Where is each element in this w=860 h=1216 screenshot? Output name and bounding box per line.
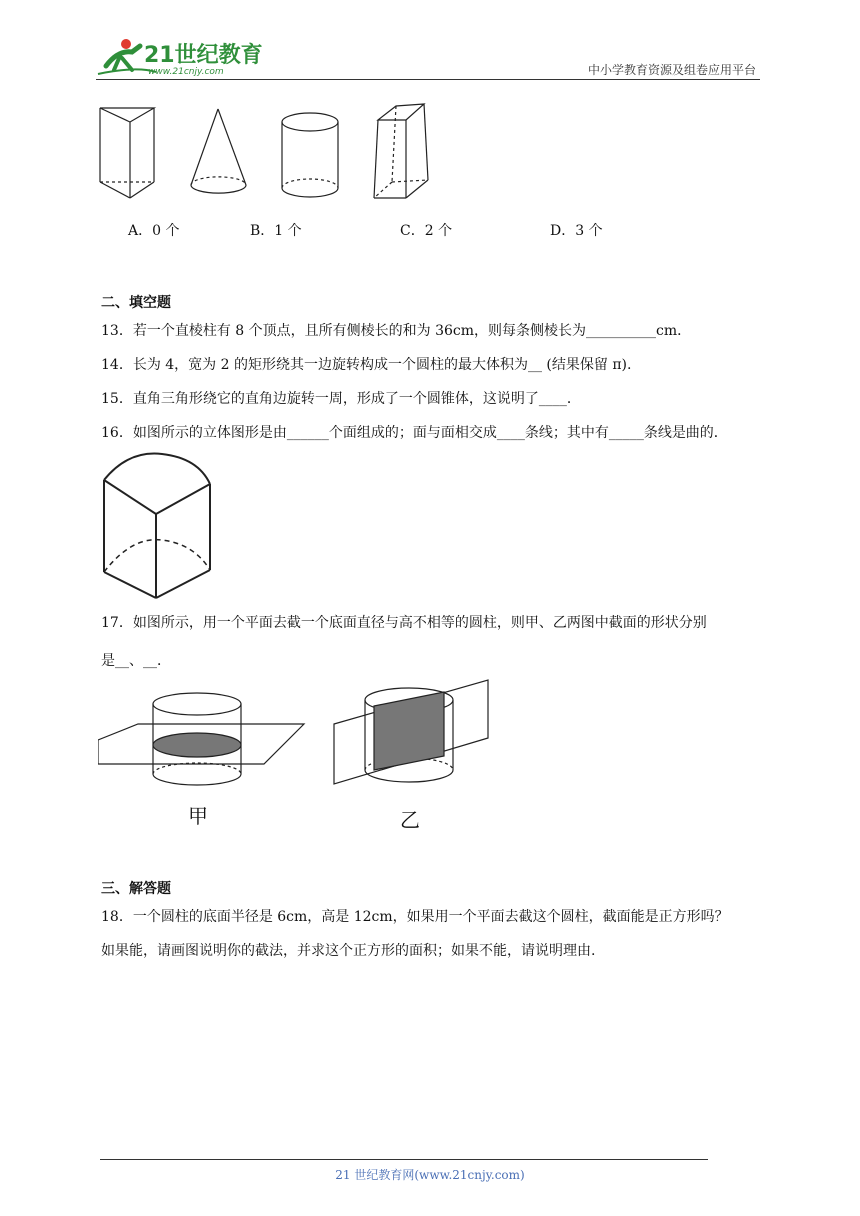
option-c: C．2 个 [400,223,453,239]
option-d: D．3 个 [550,223,603,239]
question-18-line2: 如果能，请画图说明你的截法，并求这个正方形的面积；如果不能，请说明理由. [101,943,596,959]
question-16: 16．如图所示的立体图形是由______个面组成的；面与面相交成____条线；其中有_____条线是曲的． [101,425,728,441]
svg-text:www.21cnjy.com: www.21cnjy.com [148,67,224,77]
svg-text:21世纪教育: 21世纪教育 [144,43,263,68]
question-15: 15．直角三角形绕它的直角边旋转一周，形成了一个圆锥体，这说明了____． [101,391,581,407]
cone-figure [185,105,253,200]
quadrilateral-prism-figure [368,100,434,205]
figure-label-jia: 甲 [188,804,208,828]
header-tagline: 中小学教育资源及组卷应用平台 [587,63,756,77]
option-b: B．1 个 [250,223,302,239]
question-17-line2: 是__、__． [101,653,171,669]
footer-divider [100,1159,708,1160]
section-title-answer: 三、解答题 [101,881,171,897]
figure-label-yi: 乙 [400,808,420,832]
question-18-line1: 18．一个圆柱的底面半径是 6cm，高是 12cm，如果用一个平面去截这个圆柱，截面能是正方形吗？ [101,909,729,925]
footer-link[interactable]: 21 世纪教育网(www.21cnjy.com) [335,1168,525,1182]
section-title-fill-in: 二、填空题 [101,295,171,311]
question-13: 13．若一个直棱柱有 8 个顶点，且所有侧棱长的和为 36cm，则每条侧棱长为__________cm． [101,323,692,339]
question-14: 14．长为 4，宽为 2 的矩形绕其一边旋转构成一个圆柱的最大体积为__ (结果保留 π). [101,357,632,373]
cylinder-figure [278,108,344,203]
half-cylinder-prism-figure [98,450,214,602]
triangular-prism-figure [94,100,164,205]
header-divider [96,79,760,80]
option-a: A．0 个 [128,223,180,239]
site-logo [96,36,266,82]
vertical-cut-cylinder-figure [330,678,494,798]
horizontal-cut-cylinder-figure [98,690,308,790]
question-17-line1: 17．如图所示，用一个平面去截一个底面直径与高不相等的圆柱，则甲、乙两图中截面的形状分别 [101,615,707,631]
